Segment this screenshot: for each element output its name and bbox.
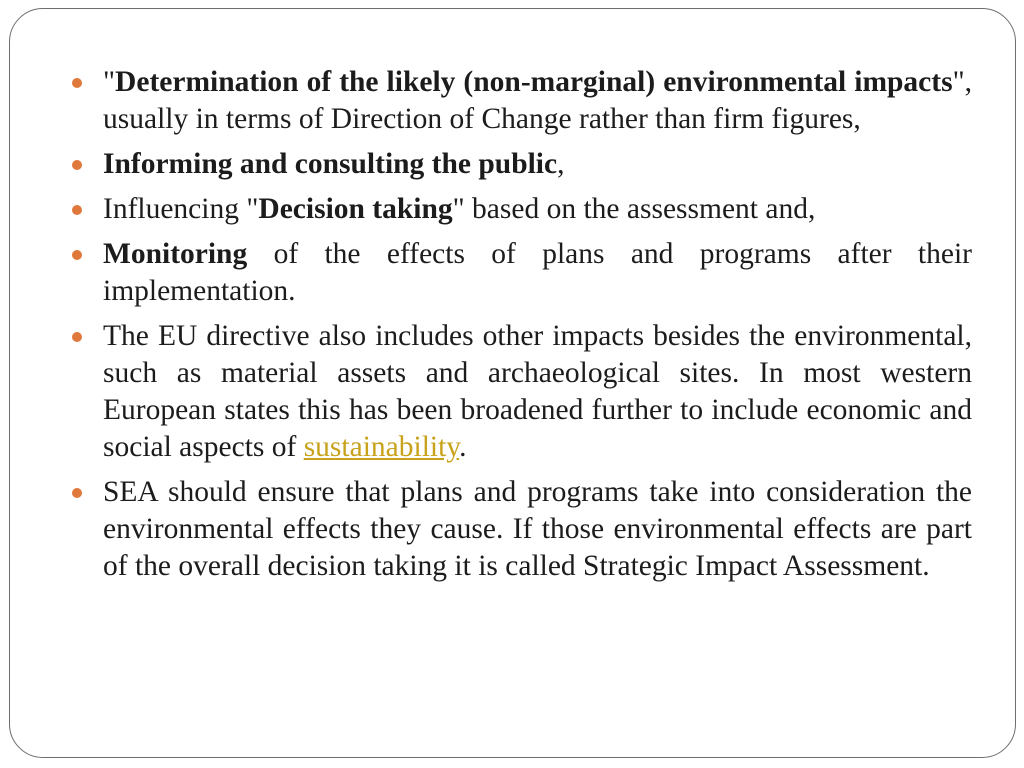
text-run: " based on the assessment and, — [452, 193, 816, 225]
bold-term: Informing and consulting the public — [103, 148, 558, 180]
text-run: ", usually in terms of Direction of Change rather than firm figures, — [103, 66, 972, 135]
bullet-list — [72, 64, 972, 593]
text-run: SEA should ensure that plans and programs take into consideration the environmental effects they cause. If those environmental effects are part of the overall decision taking it is called Strategic Impact Assessment. — [103, 476, 972, 582]
text-run: . — [459, 431, 467, 463]
bold-term: Determination of the likely (non-marginal) environmental impacts — [115, 66, 953, 98]
text-run: , — [557, 148, 565, 180]
bullet-dot-icon — [72, 205, 82, 215]
bullet-dot-icon — [72, 332, 82, 342]
bullet-dot-icon — [72, 488, 82, 498]
sustainability-link[interactable]: sustainability — [303, 431, 460, 463]
bold-term: Decision taking — [258, 193, 453, 225]
bullet-item-sea — [72, 474, 972, 585]
text-run: " — [103, 66, 116, 98]
bullet-item-determination — [72, 64, 972, 138]
bullet-item-monitoring — [72, 236, 972, 310]
bullet-item-informing — [72, 146, 972, 183]
text-run: Influencing " — [103, 193, 259, 225]
bullet-dot-icon — [72, 78, 82, 88]
bullet-item-eu-directive — [72, 318, 972, 466]
text-run: The EU directive also includes other impacts besides the environmental, such as material assets and archaeological sites. In most western European states this has been broadened further to include economic and social aspects of — [103, 320, 972, 463]
bullet-item-influencing — [72, 191, 972, 228]
text-run: of the effects of plans and programs after their implementation. — [103, 238, 972, 307]
bullet-dot-icon — [72, 160, 82, 170]
bold-term: Monitoring — [103, 238, 248, 270]
bullet-dot-icon — [72, 250, 82, 260]
slide-frame — [9, 8, 1016, 758]
